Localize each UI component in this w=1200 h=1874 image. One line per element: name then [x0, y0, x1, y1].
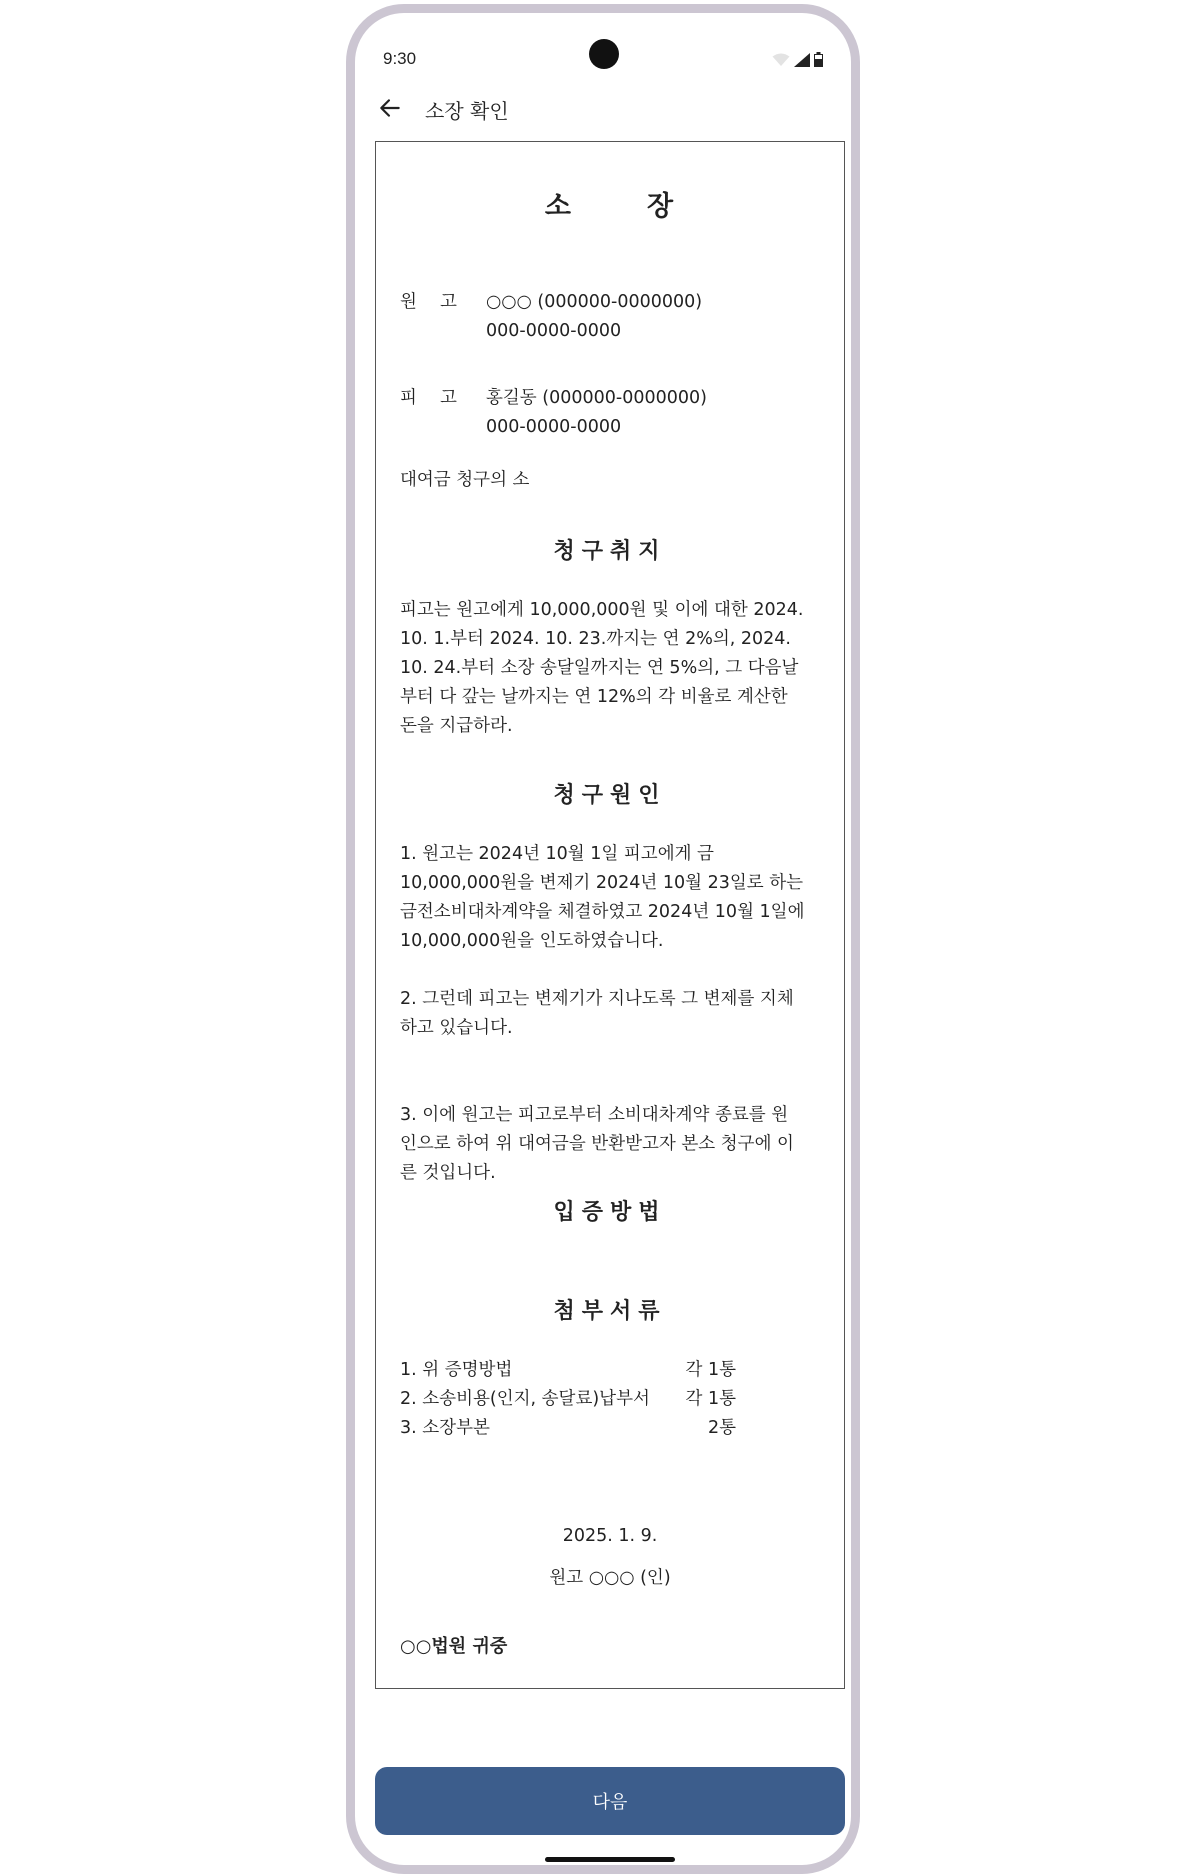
home-indicator[interactable]: [545, 1857, 675, 1862]
phone-frame: [346, 4, 860, 1874]
claim-purpose-heading: 청구취지: [553, 539, 667, 564]
attachment-count: 각 1통: [685, 1360, 736, 1380]
claim-purpose-text: [400, 596, 822, 741]
claim-cause-line: 2. 그런데 피고는 변제기가 지나도록 그 변제를 지체: [400, 989, 794, 1009]
defendant-name: 홍길동 (000000-0000000): [486, 388, 707, 408]
page-title: 소장 확인: [425, 99, 509, 123]
claim-cause-paragraph-1: [400, 840, 822, 956]
next-button[interactable]: 다음: [375, 1767, 845, 1835]
case-name: 대여금 청구의 소: [400, 470, 530, 490]
plaintiff-role-char-2: 고: [440, 292, 457, 312]
claim-cause-line: 금전소비대차계약을 체결하였고 2024년 10월 1일에: [400, 902, 805, 922]
claim-cause-line: 인으로 하여 위 대여금을 반환받고자 본소 청구에 이: [400, 1134, 794, 1154]
list-item: [400, 1356, 736, 1385]
complaint-document: [375, 141, 845, 1689]
defendant-role: [400, 384, 470, 413]
list-item: [400, 1385, 736, 1414]
claim-purpose-line: 10. 1.부터 2024. 10. 23.까지는 연 2%의, 2024.: [400, 629, 791, 649]
claim-cause-paragraph-2: [400, 985, 822, 1043]
front-camera: [589, 39, 619, 69]
plaintiff-role-char-1: 원: [400, 292, 417, 312]
status-time: 9:30: [383, 49, 417, 68]
attachment-name: 1. 위 증명방법: [400, 1360, 513, 1380]
claim-cause-line: 3. 이에 원고는 피고로부터 소비대차계약 종료를 원: [400, 1105, 789, 1125]
document-title-char-2: 장: [647, 191, 676, 222]
attachment-count: 각 1통: [685, 1389, 736, 1409]
claim-cause-line: 하고 있습니다.: [400, 1018, 513, 1038]
defendant-phone: 000-0000-0000: [486, 417, 622, 437]
claim-cause-line: 10,000,000원을 인도하였습니다.: [400, 931, 664, 951]
court-addressee: ○○법원 귀중: [400, 1636, 508, 1657]
attachment-count: 2통: [707, 1418, 736, 1438]
claim-cause-line: 10,000,000원을 변제기 2024년 10월 23일로 하는: [400, 873, 804, 893]
list-item: [400, 1414, 736, 1443]
claim-cause-paragraph-3: [400, 1101, 822, 1188]
defendant-info: [486, 384, 707, 442]
evidence-heading: 입증방법: [553, 1200, 667, 1225]
plaintiff-signature: 원고 ○○○ (인): [549, 1568, 671, 1588]
plaintiff-info: [486, 288, 702, 346]
claim-purpose-line: 부터 다 갚는 날까지는 연 12%의 각 비율로 계산한: [400, 687, 788, 707]
document-date: 2025. 1. 9.: [562, 1526, 658, 1546]
plaintiff-role: [400, 288, 470, 317]
signal-icon: [794, 53, 810, 67]
defendant-role-char-2: 고: [440, 388, 457, 408]
app-bar: [355, 85, 851, 133]
plaintiff-name: ○○○ (000000-0000000): [486, 292, 703, 312]
claim-cause-line: 른 것입니다.: [400, 1163, 496, 1183]
attachment-name: 3. 소장부본: [400, 1418, 490, 1438]
arrow-left-icon[interactable]: [377, 95, 403, 121]
status-icons: [772, 52, 823, 67]
document-title: [376, 184, 844, 223]
battery-icon: [814, 52, 823, 67]
defendant-role-char-1: 피: [400, 388, 417, 408]
claim-purpose-line: 피고는 원고에게 10,000,000원 및 이에 대한 2024.: [400, 600, 804, 620]
claim-cause-line: 1. 원고는 2024년 10월 1일 피고에게 금: [400, 844, 714, 864]
attachments-list: [400, 1356, 736, 1443]
wifi-icon: [772, 53, 790, 67]
claim-purpose-line: 10. 24.부터 소장 송달일까지는 연 5%의, 그 다음날: [400, 658, 799, 678]
attachments-heading: 첨부서류: [553, 1299, 667, 1324]
attachment-name: 2. 소송비용(인지, 송달료)납부서: [400, 1389, 650, 1409]
plaintiff-phone: 000-0000-0000: [486, 321, 622, 341]
claim-purpose-line: 돈을 지급하라.: [400, 716, 513, 736]
document-title-char-1: 소: [544, 191, 573, 222]
claim-cause-heading: 청구원인: [553, 783, 667, 808]
